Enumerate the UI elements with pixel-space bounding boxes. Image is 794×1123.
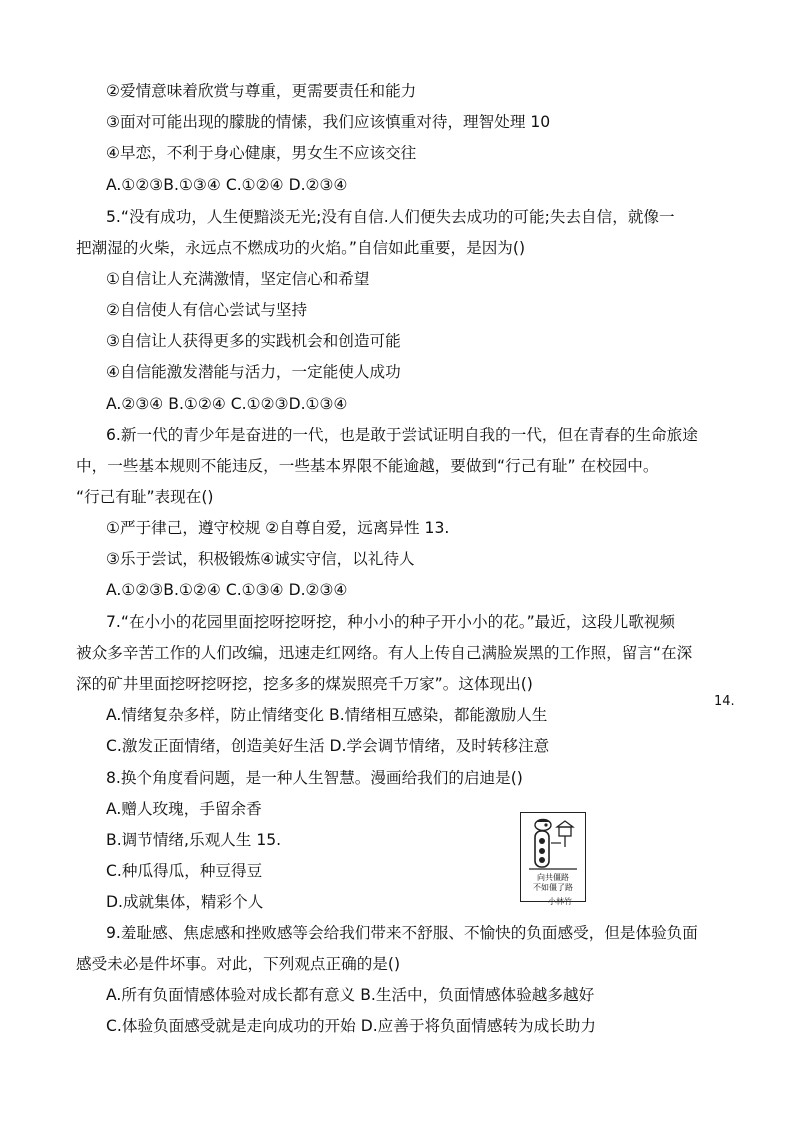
question-9-stem: 9.羞耻感、焦虑感和挫败感等会给我们带来不舒服、不愉快的负面感受，但是体验负面	[106, 924, 698, 942]
question-9-stem-cont: 感受未必是件坏事。对此，下列观点正确的是()	[76, 955, 401, 973]
answer-choice: B.调节情绪,乐观人生 15.	[106, 831, 282, 849]
cartoon-caption: 不如僵了路	[533, 883, 573, 892]
option-line: ①严于律己，遵守校规 ②自尊自爱，远离异性 13.	[106, 519, 450, 537]
question-8-stem: 8.换个角度看问题，是一种人生智慧。漫画给我们的启迪是()	[106, 769, 523, 787]
cartoon-signature: 小林竹	[548, 897, 572, 906]
answer-choices: A.情绪复杂多样，防止情绪变化 B.情绪相互感染，都能激励人生	[106, 706, 548, 724]
cartoon-caption: 向共僵路	[537, 873, 569, 882]
answer-choice: A.赠人玫瑰，手留余香	[106, 800, 262, 818]
answer-choices: C.体验负面感受就是走向成功的开始 D.应善于将负面情感转为成长助力	[106, 1017, 596, 1035]
question-6-stem-cont: 中，一些基本规则不能违反，一些基本界限不能逾越，要做到“行己有耻” 在校园中。	[76, 457, 659, 475]
option-line: ②自信使人有信心尝试与坚持	[106, 301, 308, 319]
option-line: ③乐于尝试，积极锻炼④诚实守信，以礼待人	[106, 550, 415, 568]
answer-choice: D.成就集体，精彩个人	[106, 893, 264, 911]
question-7-stem-cont: 被众多辛苦工作的人们改编，迅速走红网络。有人上传自己满脸炭黑的工作照，留言“在深	[76, 644, 693, 662]
question-6-stem-cont: “行己有耻”表现在()	[76, 488, 214, 506]
side-question-number: 14.	[714, 694, 735, 709]
question-5-stem: 5.“没有成功，人生便黯淡无光;没有自信.人们便失去成功的可能;失去自信，就像一	[106, 208, 675, 226]
answer-choices: A.①②③B.①②④ C.①③④ D.②③④	[106, 581, 348, 599]
option-line: ③面对可能出现的朦胧的情愫，我们应该慎重对待，理智处理 10	[106, 113, 551, 131]
question-7-stem: 7.“在小小的花园里面挖呀挖呀挖，种小小的种子开小小的花。”最近，这段儿歌视频	[106, 613, 676, 631]
option-line: ①自信让人充满激情，坚定信心和希望	[106, 270, 370, 288]
answer-choices: A.②③④ B.①②④ C.①②③D.①③④	[106, 395, 348, 413]
option-line: ②爱情意味着欣赏与尊重，更需要责任和能力	[106, 82, 417, 100]
answer-choice: C.种瓜得瓜，种豆得豆	[106, 862, 263, 880]
option-line: ④自信能激发潜能与活力，一定能使人成功	[106, 363, 401, 381]
question-6-stem: 6.新一代的青少年是奋进的一代，也是敢于尝试证明自我的一代，但在青春的生命旅途	[106, 426, 698, 444]
cartoon-image	[520, 812, 586, 902]
answer-choices: C.激发正面情绪，创造美好生活 D.学会调节情绪，及时转移注意	[106, 737, 550, 755]
option-line: ④早恋，不利于身心健康，男女生不应该交往	[106, 144, 417, 162]
question-5-stem-cont: 把潮湿的火柴，永远点不燃成功的火焰。”自信如此重要，是因为()	[76, 239, 526, 257]
answer-choices: A.①②③B.①③④ C.①②④ D.②③④	[106, 176, 348, 194]
question-7-stem-cont: 深的矿井里面挖呀挖呀挖，挖多多的煤炭照亮千万家”。这体现出()	[76, 675, 533, 693]
option-line: ③自信让人获得更多的实践机会和创造可能	[106, 332, 401, 350]
answer-choices: A.所有负面情感体验对成长都有意义 B.生活中，负面情感体验越多越好	[106, 986, 595, 1004]
